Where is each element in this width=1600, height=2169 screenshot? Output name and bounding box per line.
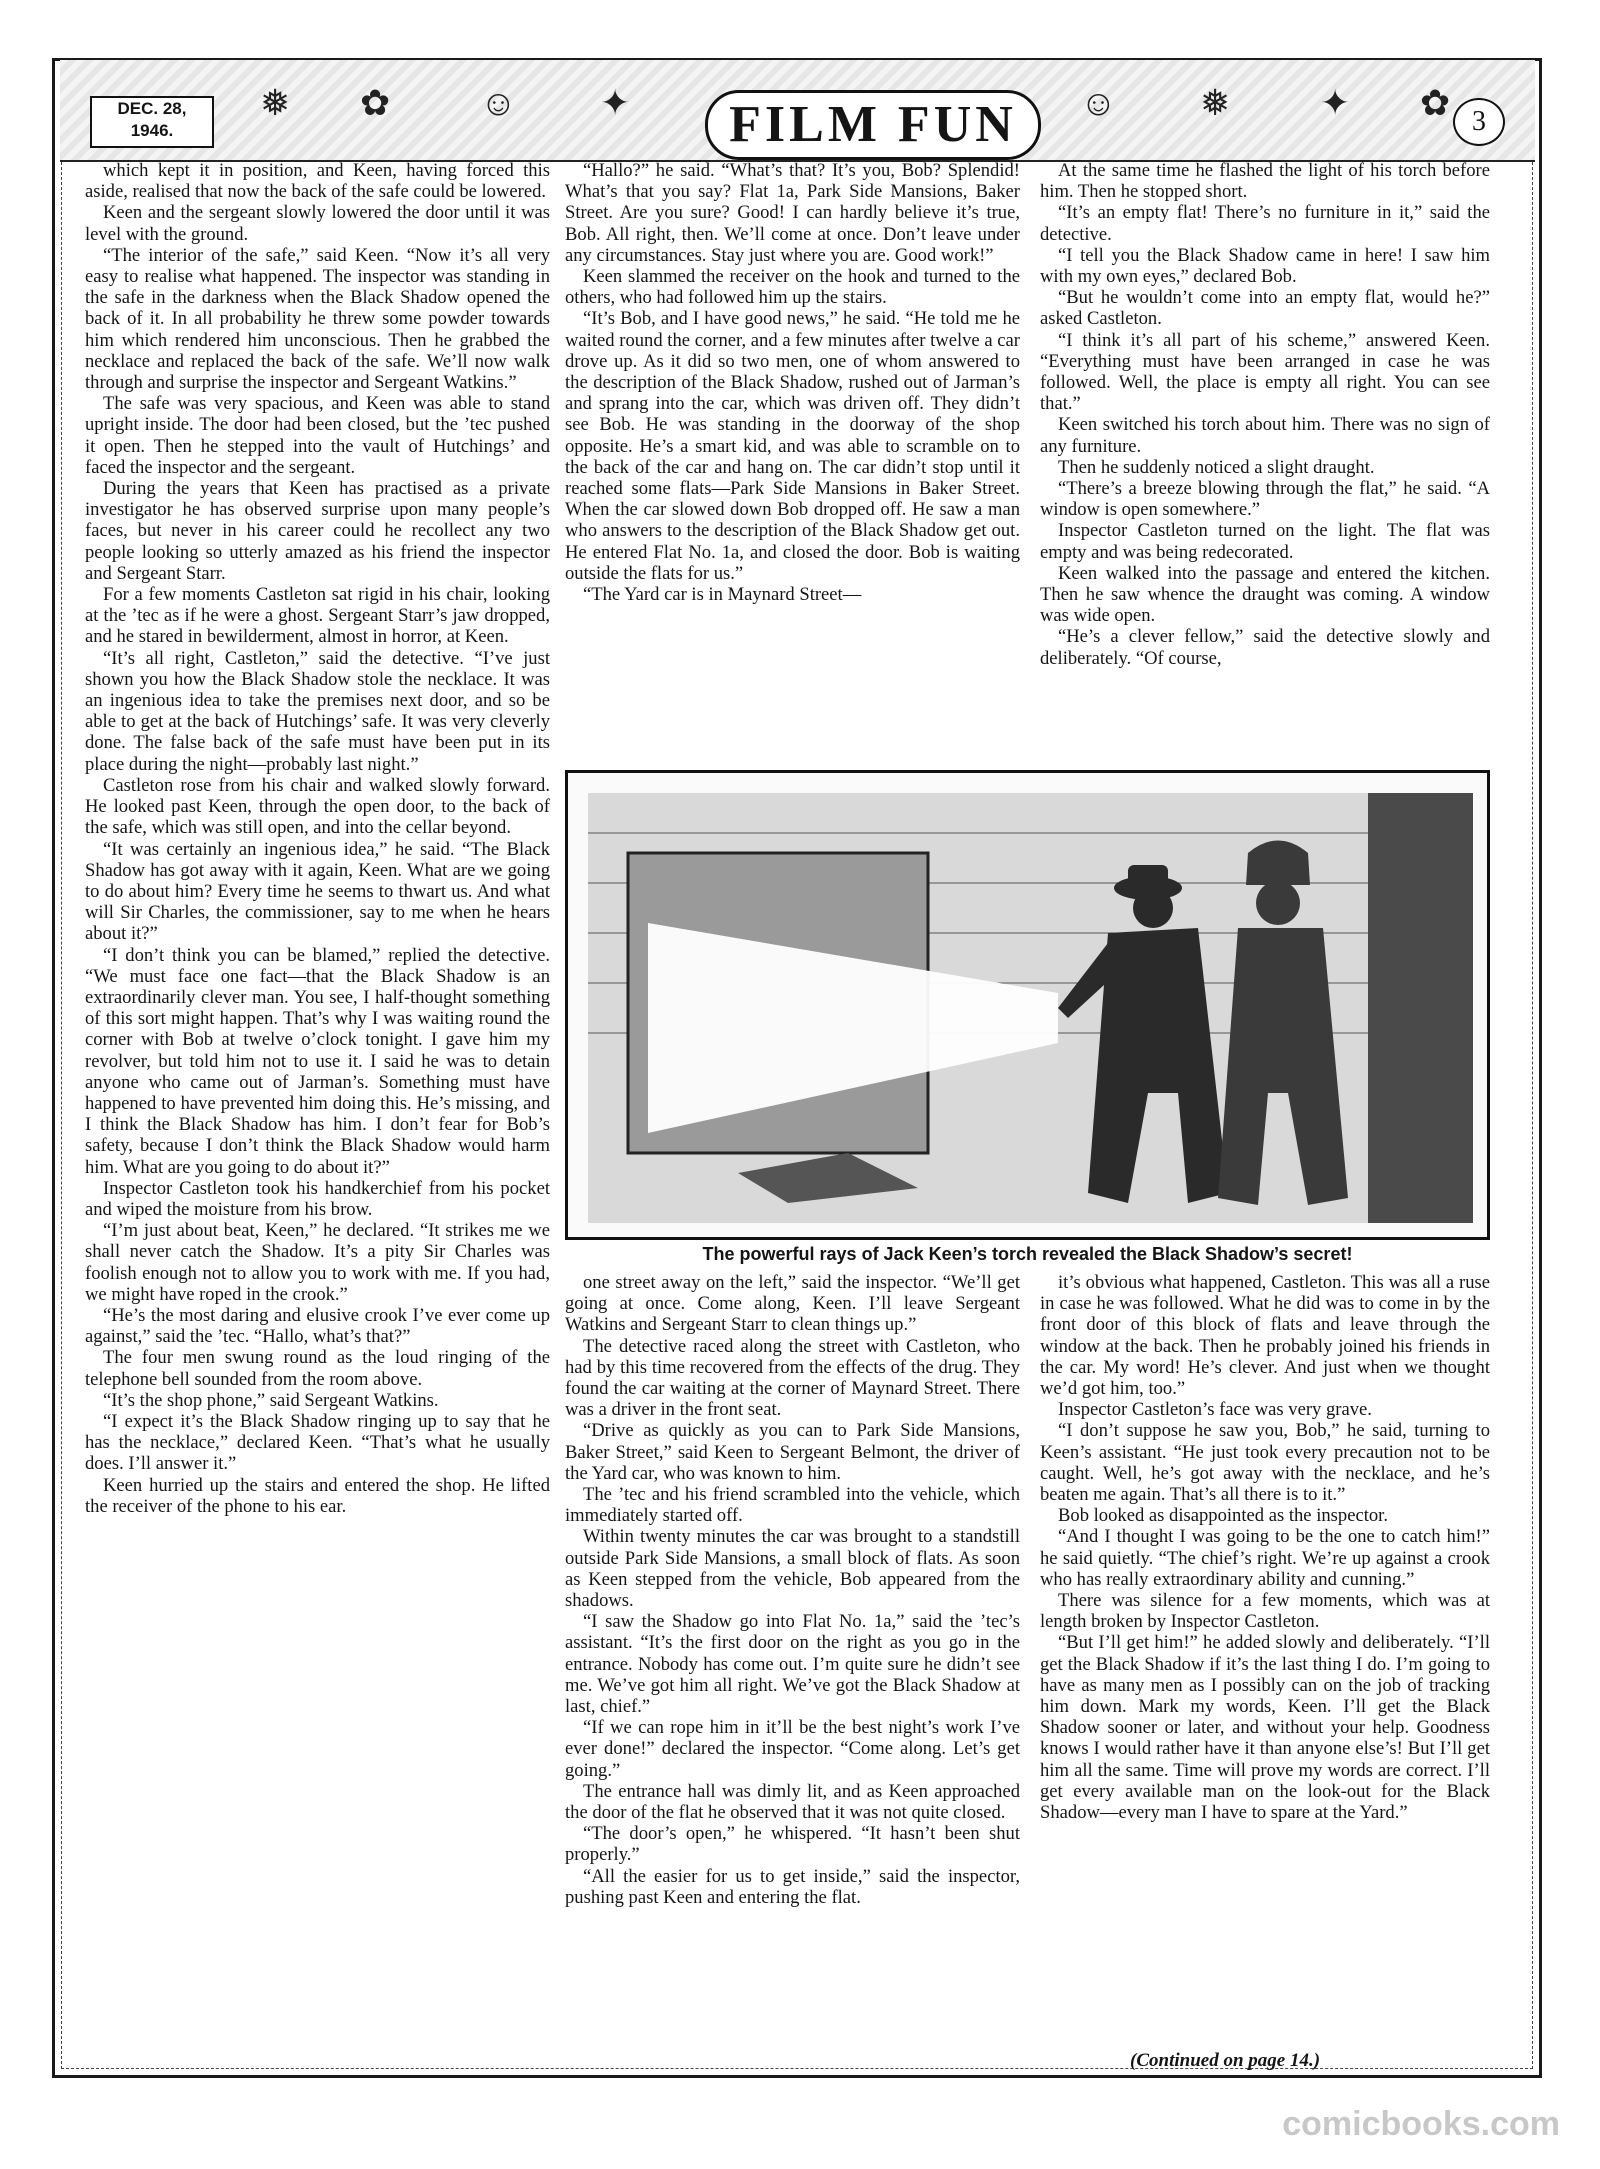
paragraph: “I don’t suppose he saw you, Bob,” he said, turning to Keen’s assistant. “He just took every precaution not to be caught. Well, he’s got away with the necklace, and he’s beaten me again. That’s all there is to it.”	[1040, 1420, 1490, 1506]
paragraph: “It’s Bob, and I have good news,” he said. “He told me he waited round the corner, and a few minutes after twelve a car drove up. As it did so two men, one of whom answered to the description of the Black Shadow, rushed out of Jarman’s and sprang into the car, which was driven off. They didn’t see Bob. He was standing in the doorway of the shop opposite. He’s a smart kid, and was able to scramble on to the back of the car and hang on. The car didn’t stop until it reached some flats—Park Side Mansions in Baker Street. When the car slowed down Bob dropped off. He saw a man who answers to the description of the Black Shadow get out. He entered Flat No. 1a, and closed the door. Bob is waiting outside the flats for us.”	[565, 308, 1020, 584]
paragraph: “The Yard car is in Maynard Street—	[583, 584, 862, 606]
paragraph: The detective raced along the street with Castleton, who had by this time recovered from the effects of the drug. They found the car waiting at the corner of Maynard Street. There was a driver in the front seat.	[565, 1335, 1020, 1421]
continued-note: (Continued on page 14.)	[1130, 2050, 1321, 2071]
paragraph: “I tell you the Black Shadow came in here! I saw him with my own eyes,” declared Bob.	[1040, 244, 1490, 288]
paragraph: The four men swung round as the loud ringing of the telephone bell sounded from the room above.	[85, 1347, 550, 1390]
paragraph: “The door’s open,” he whispered. “It hasn’t been shut properly.”	[565, 1823, 1020, 1866]
santa-face-icon: ☺	[1080, 83, 1117, 123]
santa-face-icon: ☺	[480, 83, 517, 123]
star-icon: ✦	[600, 83, 631, 123]
paragraph: “Drive as quickly as you can to Park Side Mansions, Baker Street,” said Keen to Sergeant Belmont, the driver of the Yard car, who was known to him.	[565, 1420, 1020, 1484]
paragraph: which kept it in position, and Keen, having forced this aside, realised that now the back of the safe could be lowered.	[85, 160, 550, 203]
paragraph: “There’s a breeze blowing through the flat,” he said. “A window is open somewhere.”	[1040, 478, 1490, 521]
illustration-caption: The powerful rays of Jack Keen’s torch revealed the Black Shadow’s secret!	[702, 1244, 1353, 1264]
paragraph: “But I’ll get him!” he added slowly and deliberately. “I’ll get the Black Shadow if it’s the last thing I do. I’m going to have as many men as I possibly can on the job of tracking him down. Mark my words, Keen. I’ll get the Black Shadow sooner or later, and without your help. Goodness knows I would rather have it than anyone else’s! But I’ll get him all the same. Time will prove my words are correct. I’ll get every available man on the look-out for the Black Shadow—every man I have to spare at the Yard.”	[1040, 1632, 1490, 1824]
paragraph: “I’m just about beat, Keen,” he declared. “It strikes me we shall never catch the Shadow. It’s a pity Sir Charles was foolish enough not to allow you to work with me. If you had, we might have roped in the crook.”	[85, 1220, 550, 1305]
paragraph: it’s obvious what happened, Castleton. This was all a ruse in case he was followed. What he did was to come in by the front door of this block of flats and leave through the window at the back. Then he probably joined his friends in the car. My word! He’s clever. And just when we thought we’d got him, too.”	[1040, 1272, 1490, 1400]
cracker-icon: ✿	[1420, 83, 1451, 123]
paragraph: “I expect it’s the Black Shadow ringing up to say that he has the necklace,” declared Keen. “That’s what he usually does. I’ll answer it.”	[85, 1410, 550, 1475]
story-illustration	[565, 770, 1490, 1240]
issue-date-line1: DEC. 28,	[117, 99, 187, 118]
holly-icon: ❅	[1200, 83, 1231, 123]
paragraph: “It’s all right, Castleton,” said the detective. “I’ve just shown you how the Black Shadow stole the necklace. It was an ingenious idea to take the premises next door, and so be able to get at the back of Hutchings’ safe. It was very cleverly done. The false back of the safe must have been put in its place during the night—probably last night.”	[85, 647, 550, 775]
column-3-bottom	[1040, 1272, 1490, 2047]
paragraph: Within twenty minutes the car was brought to a standstill outside Park Side Mansions, a small block of flats. As soon as Keen stepped from the vehicle, Bob appeared from the shadows.	[565, 1526, 1020, 1612]
paragraph: The ’tec and his friend scrambled into the vehicle, which immediately started off.	[565, 1484, 1020, 1527]
paragraph: “Hallo?” he said. “What’s that? It’s you, Bob? Splendid! What’s that you say? Flat 1a, Park Side Mansions, Baker Street. Are you sure? Good! I can hardly believe it’s true, Bob. All right, then. We’ll come at once. Don’t leave under any circumstances. Stay just where you are. Good work!”	[565, 160, 1020, 266]
paragraph: The entrance hall was dimly lit, and as Keen approached the door of the flat he observed that it was not quite closed.	[565, 1780, 1020, 1824]
magazine-title: FILM FUN	[705, 90, 1041, 160]
paragraph: Inspector Castleton took his handkerchief from his pocket and wiped the moisture from his brow.	[85, 1177, 550, 1220]
paragraph: “He’s a clever fellow,” said the detective slowly and deliberately. “Of course,	[1040, 626, 1490, 669]
paragraph: Keen hurried up the stairs and entered the shop. He lifted the receiver of the phone to his ear.	[85, 1474, 550, 1517]
issue-date	[90, 96, 214, 148]
paragraph: Keen and the sergeant slowly lowered the door until it was level with the ground.	[85, 202, 550, 245]
paragraph: “But he wouldn’t come into an empty flat, would he?” asked Castleton.	[1040, 287, 1490, 330]
paragraph: Then he suddenly noticed a slight draught.	[1058, 456, 1375, 478]
bell-icon: ✿	[360, 83, 391, 123]
paragraph: Keen walked into the passage and entered the kitchen. Then he saw whence the draught was coming. A window was wide open.	[1040, 562, 1490, 627]
paragraph: “I saw the Shadow go into Flat No. 1a,” said the ’tec’s assistant. “It’s the first door on the right as you go in the entrance. Nobody has come out. I’m quite sure he didn’t see me. We’ve got him all right. We’ve got the Black Shadow at last, chief.”	[565, 1611, 1020, 1718]
column-2-bottom	[565, 1272, 1020, 2047]
paragraph: There was silence for a few moments, which was at length broken by Inspector Castleton.	[1040, 1590, 1490, 1633]
paragraph: “All the easier for us to get inside,” said the inspector, pushing past Keen and entering the flat.	[565, 1865, 1020, 1908]
paragraph: The safe was very spacious, and Keen was able to stand upright inside. The door had been closed, but the ’tec pushed it open. Then he stepped into the vault of Hutchings’ and faced the inspector and the sergeant.	[85, 393, 550, 478]
paragraph: During the years that Keen has practised as a private investigator he has observed surprise upon many people’s faces, but never in his career could he recollect any two people looking so utterly amazed as his friend the inspector and Sergeant Starr.	[85, 478, 550, 584]
paragraph: “It’s the shop phone,” said Sergeant Watkins.	[103, 1389, 439, 1411]
paragraph: “If we can rope him in it’ll be the best night’s work I’ve ever done!” declared the inspector. “Come along. Let’s get going.”	[565, 1717, 1020, 1781]
paragraph: “It was certainly an ingenious idea,” he said. “The Black Shadow has got away with it again, Keen. What are we going to do about him? Every time he seems to thwart us. And what will Sir Charles, the commissioner, say to me when he hears about it?”	[85, 838, 550, 945]
paragraph: Bob looked as disappointed as the inspector.	[1058, 1505, 1388, 1527]
paragraph: Keen slammed the receiver on the hook and turned to the others, who had followed him up the stairs.	[565, 266, 1020, 309]
column-2-top	[565, 160, 1020, 765]
paragraph: “I don’t think you can be blamed,” replied the detective. “We must face one fact—that the Black Shadow is an extraordinarily clever man. You see, I half-thought something of this sort might happen. That’s why I was waiting round the corner with Bob at twelve o’clock tonight. I gave him my revolver, but told him not to use it. I said he was to detain anyone who came out of Jarman’s. Something must have happened to have prevented him doing this. He’s missing, and I think the Black Shadow has him. I don’t fear for Bob’s safety, because I don’t think the Black Shadow would harm him. What are you going to do about it?”	[85, 944, 550, 1178]
illustration-art	[588, 793, 1473, 1223]
page-number: 3	[1453, 98, 1505, 146]
candle-icon: ✦	[1320, 83, 1351, 123]
masthead	[60, 60, 1535, 162]
paragraph: “And I thought I was going to be the one to catch him!” he said quietly. “The chief’s right. We’re up against a crook who has really extraordinary ability and cunning.”	[1040, 1526, 1490, 1590]
wall-shadow	[1368, 793, 1473, 1223]
issue-date-line2: 1946.	[130, 121, 174, 140]
paragraph: For a few moments Castleton sat rigid in his chair, looking at the ’tec as if he were a ghost. Sergeant Starr’s jaw dropped, and he stared in bewilderment, almost in horror, at Keen.	[85, 584, 550, 648]
paragraph: At the same time he flashed the light of his torch before him. Then he stopped short.	[1040, 160, 1490, 203]
paragraph: “I think it’s all part of his scheme,” answered Keen. “Everything must have been arranged in case he was followed. Well, the place is empty all right. You can see that.”	[1040, 329, 1490, 415]
holly-icon: ❅	[260, 83, 291, 123]
paragraph: “It’s an empty flat! There’s no furniture in it,” said the detective.	[1040, 202, 1490, 245]
paragraph: “The interior of the safe,” said Keen. “Now it’s all very easy to realise what happened. The inspector was standing in the safe in the darkness when the Black Shadow opened the back of it. In all probability he threw some powder towards him which rendered him unconscious. Then he grabbed the necklace and replaced the back of the safe. We’ll now walk through and surprise the inspector and Sergeant Watkins.”	[85, 244, 550, 394]
column-3-top	[1040, 160, 1490, 765]
paragraph: Keen switched his torch about him. There was no sign of any furniture.	[1040, 414, 1490, 457]
column-1	[85, 160, 550, 2060]
site-watermark: comicbooks.com	[1282, 2105, 1560, 2143]
paragraph: Inspector Castleton’s face was very grave.	[1058, 1399, 1372, 1421]
paragraph: Castleton rose from his chair and walked slowly forward. He looked past Keen, through the open door, to the back of the safe, which was still open, and into the cellar beyond.	[85, 774, 550, 839]
paragraph: “He’s the most daring and elusive crook I’ve ever come up against,” said the ’tec. “Hallo, what’s that?”	[85, 1304, 550, 1348]
paragraph: one street away on the left,” said the inspector. “We’ll get going at once. Come along, Keen. I’ll leave Sergeant Watkins and Sergeant Starr to clean things up.”	[565, 1272, 1020, 1336]
paragraph: Inspector Castleton turned on the light. The flat was empty and was being redecorated.	[1040, 520, 1490, 563]
